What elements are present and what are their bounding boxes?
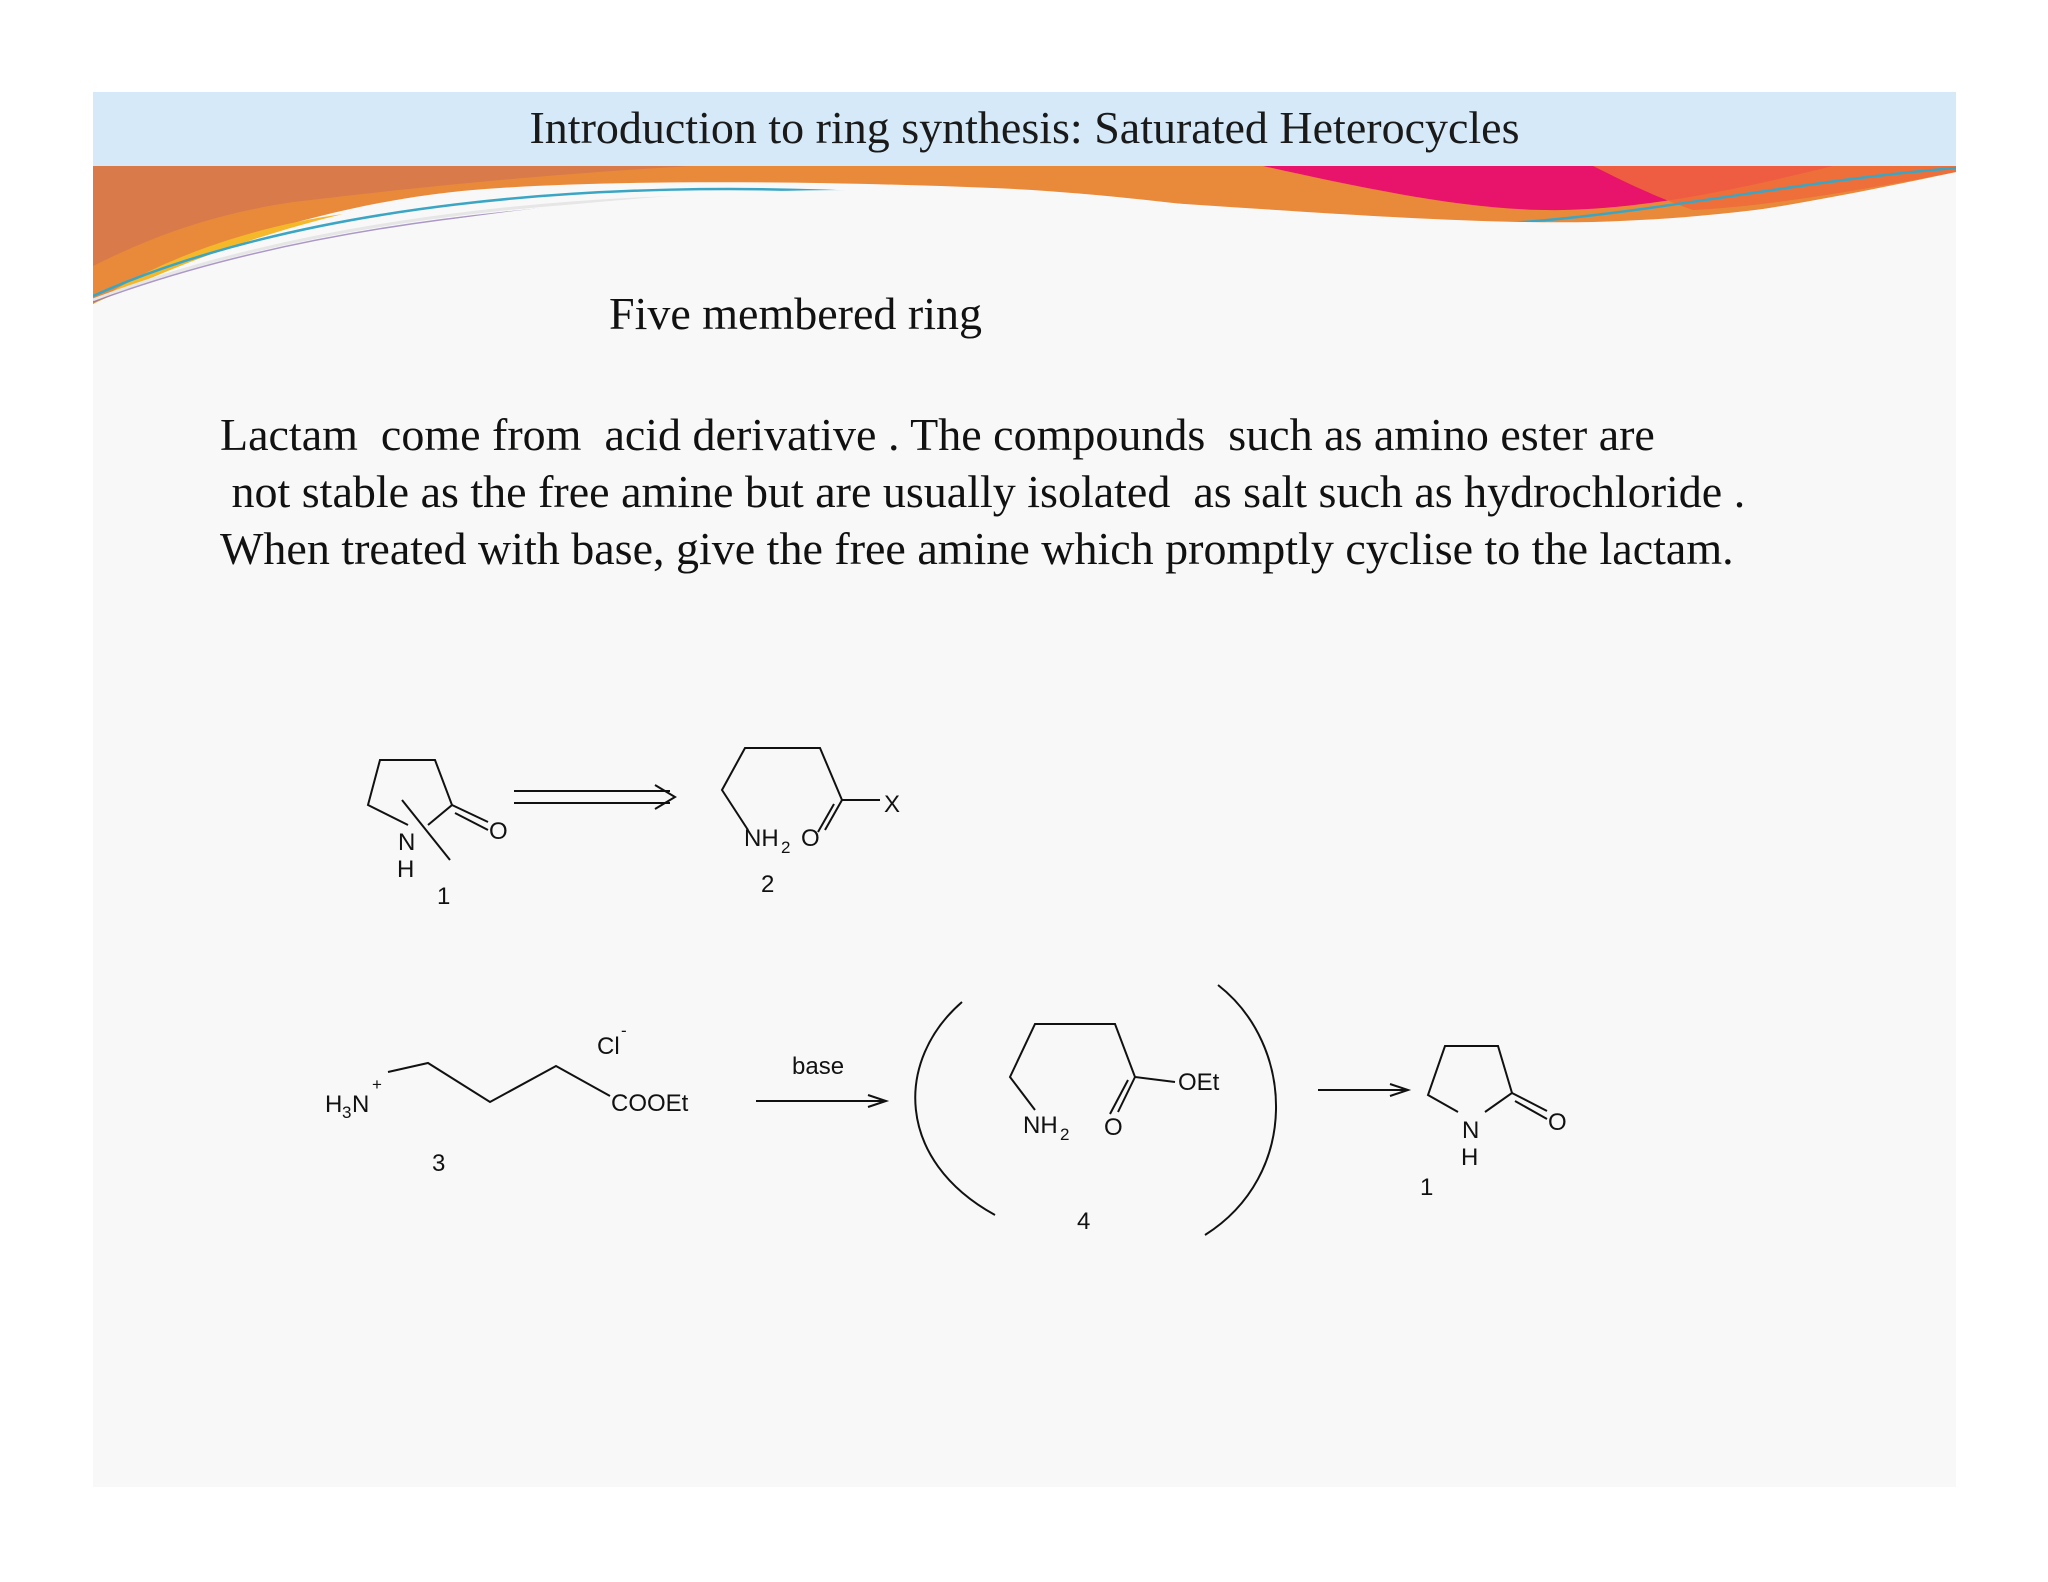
body-line: Lactam come from acid derivative . The compounds such as amino ester are — [220, 409, 1655, 460]
group-label-oet: OEt — [1178, 1069, 1220, 1096]
atom-label-n: N — [1462, 1117, 1480, 1144]
charge-plus: + — [372, 1075, 382, 1094]
compound-number: 4 — [1077, 1208, 1091, 1235]
body-line: not stable as the free amine but are usually isolated as salt such as hydrochloride . — [220, 466, 1746, 517]
atom-label-nh: NH — [744, 825, 779, 852]
reagent-label: base — [792, 1053, 845, 1080]
slide-subtitle: Five membered ring — [609, 288, 983, 339]
atom-label-h: H — [325, 1091, 343, 1118]
charge-minus: - — [621, 1021, 627, 1040]
group-label-cooet: COOEt — [611, 1090, 689, 1117]
compound-number: 2 — [761, 871, 775, 898]
atom-label-x: X — [884, 791, 901, 818]
atom-label-o: O — [1548, 1109, 1567, 1136]
atom-label-n: N — [398, 829, 416, 856]
atom-label-subscript: 3 — [342, 1103, 352, 1122]
slide-title: Introduction to ring synthesis: Saturated Heterocycles — [529, 102, 1520, 153]
atom-label-o: O — [489, 818, 508, 845]
compound-number: 1 — [1420, 1174, 1434, 1201]
atom-label-subscript: 2 — [781, 838, 791, 857]
compound-number: 3 — [432, 1150, 446, 1177]
atom-label-o: O — [1104, 1114, 1123, 1141]
atom-label-o: O — [801, 825, 820, 852]
atom-label-cl: Cl — [597, 1033, 620, 1060]
atom-label-n: N — [352, 1091, 370, 1118]
atom-label-h: H — [1461, 1144, 1479, 1171]
body-line: When treated with base, give the free amine which promptly cyclise to the lactam. — [220, 523, 1734, 574]
atom-label-subscript: 2 — [1060, 1125, 1070, 1144]
atom-label-h: H — [397, 856, 415, 883]
compound-number: 1 — [437, 883, 451, 910]
atom-label-nh: NH — [1023, 1112, 1058, 1139]
